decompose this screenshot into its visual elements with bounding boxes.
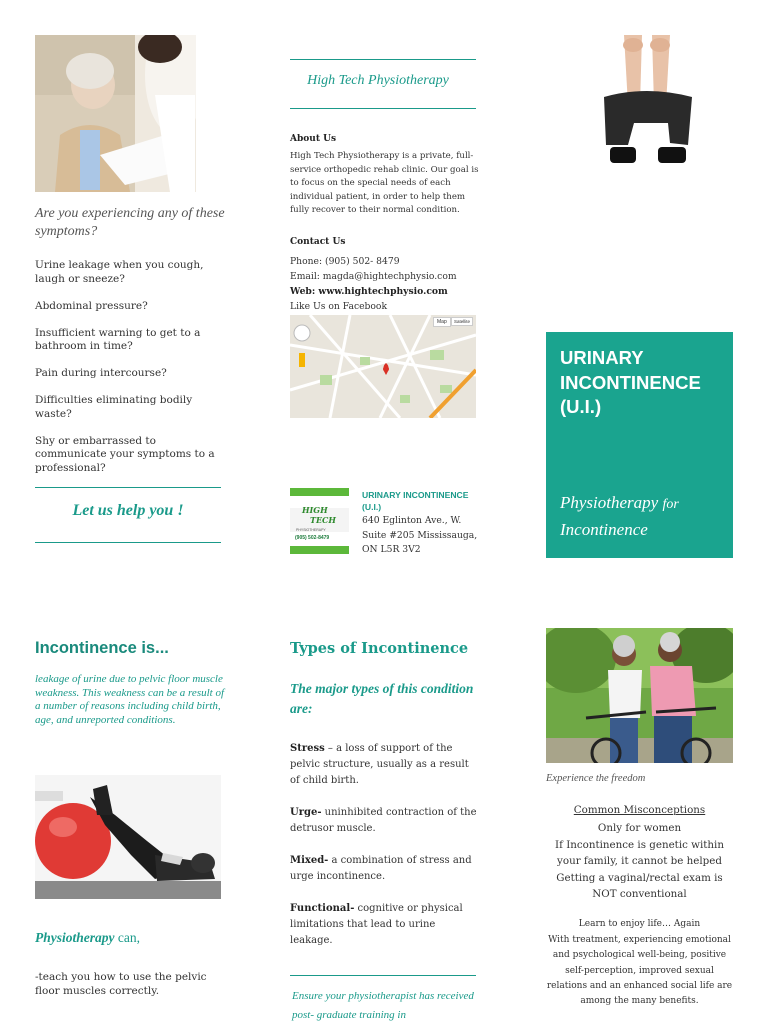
web-link[interactable]: Web: www.hightechphysio.com (290, 286, 448, 297)
map-button[interactable]: Map (433, 317, 451, 327)
satellite-button[interactable]: Satellite (451, 317, 473, 326)
symptoms-question: Are you experiencing any of these symptoms? (35, 206, 225, 239)
closing-title: Learn to enjoy life… Again (578, 919, 701, 929)
exercise-ball-photo (35, 775, 221, 899)
misconception-item: If Incontinence is genetic within your family, it cannot be helped (555, 838, 724, 867)
logo-phone-text: (905) 502-8479 (295, 535, 330, 541)
physio-can-word: Physiotherapy (35, 930, 115, 945)
symptom-item: Insufficient warning to get to a bathroom in time? (35, 326, 201, 352)
physio-can-item: -teach you how to use the pelvic floor muscles correctly. (35, 971, 207, 997)
misconceptions-heading: Common Misconceptions (573, 804, 706, 816)
symptom-item: Abdominal pressure? (35, 299, 148, 312)
logo-tech-text: TECH (310, 515, 336, 525)
address-line-1: 640 Eglinton Ave., W. (362, 515, 462, 526)
physio-can-heading (35, 930, 140, 946)
misconceptions-list (546, 820, 733, 903)
cover-sub-for: for (662, 497, 679, 512)
freedom-caption: Experience the freedom (546, 773, 646, 784)
help-banner: Let us help you ! (72, 502, 184, 519)
misconception-item: Only for women (597, 822, 682, 834)
cover-subtitle (560, 490, 725, 542)
divider-line (290, 975, 476, 976)
symptoms-list (35, 259, 230, 489)
dropped-pants-photo (598, 35, 694, 166)
symptom-item: Difficulties eliminating bodily waste? (35, 394, 193, 420)
address-line-3: ON L5R 3V2 (362, 544, 421, 555)
symptom-item: Pain during intercourse? (35, 367, 167, 379)
divider-line (35, 487, 221, 488)
divider-line (35, 542, 221, 543)
contact-heading: Contact Us (290, 237, 346, 247)
type-item-stress: Stress – a loss of support of the pelvic structure, usually as a result of child birth. (290, 743, 469, 786)
misconception-item: Getting a vaginal/rectal exam is NOT conventional (556, 871, 723, 900)
location-map[interactable] (290, 315, 476, 418)
types-list (290, 741, 480, 965)
cover-sub-incontinence: Incontinence (560, 520, 648, 539)
elderly-patient-photo (35, 35, 196, 192)
logo-high-text: HIGH (302, 505, 328, 515)
about-heading: About Us (290, 134, 337, 144)
symptom-item: Shy or embarrassed to communicate your symptoms to a professional? (35, 434, 215, 474)
facebook-link[interactable]: Like Us on Facebook (290, 301, 388, 312)
clinic-logo (290, 488, 349, 554)
clinic-name: High Tech Physiotherapy (307, 73, 449, 88)
type-item-urge: Urge- uninhibited contraction of the detrusor muscle. (290, 807, 477, 834)
symptom-item: Urine leakage when you cough, laugh or sneeze? (35, 259, 204, 285)
couple-cycling-photo (546, 628, 733, 763)
about-text: High Tech Physiotherapy is a private, full-service orthopedic rehab clinic. Our goal is to focus on the special needs of each individual patient, in order to help them fully recover to their normal condition. (290, 151, 479, 216)
types-heading: Types of Incontinence (290, 640, 469, 657)
cover-title: URINARY INCONTINENCE (U.I.) (560, 347, 701, 417)
physio-can-suffix: can, (117, 930, 140, 945)
email-link[interactable]: Email: magda@hightechphysio.com (290, 271, 457, 282)
incontinence-heading: Incontinence is... (35, 639, 169, 657)
divider-line (290, 108, 476, 109)
cover-sub-physio: Physiotherapy (560, 493, 659, 512)
logo-sub-text: PHYSIOTHERAPY (296, 528, 326, 532)
phone-text: Phone: (905) 502- 8479 (290, 256, 400, 267)
divider-line (290, 59, 476, 60)
address-title: URINARY INCONTINENCE (U.I.) (362, 490, 469, 512)
ensure-text: Ensure your physiotherapist has received post- graduate training in (292, 990, 474, 1021)
address-line-2: Suite #205 Mississauga, (362, 530, 478, 541)
cover-panel (546, 332, 733, 558)
types-subheading: The major types of this condition are: (290, 681, 474, 716)
type-item-functional: Functional- cognitive or physical limitations that lead to urine leakage. (290, 903, 463, 946)
type-item-mixed: Mixed- a combination of stress and urge incontinence. (290, 855, 472, 882)
closing-text: With treatment, experiencing emotional and psychological well-being, positive self-perception, improved sexual relations and an enhanced social life are among the many benefits. (546, 935, 733, 1007)
incontinence-definition: leakage of urine due to pelvic floor muscle weakness. This weakness can be a result of a number of reasons including child birth, age, and unreported conditions. (35, 673, 225, 726)
